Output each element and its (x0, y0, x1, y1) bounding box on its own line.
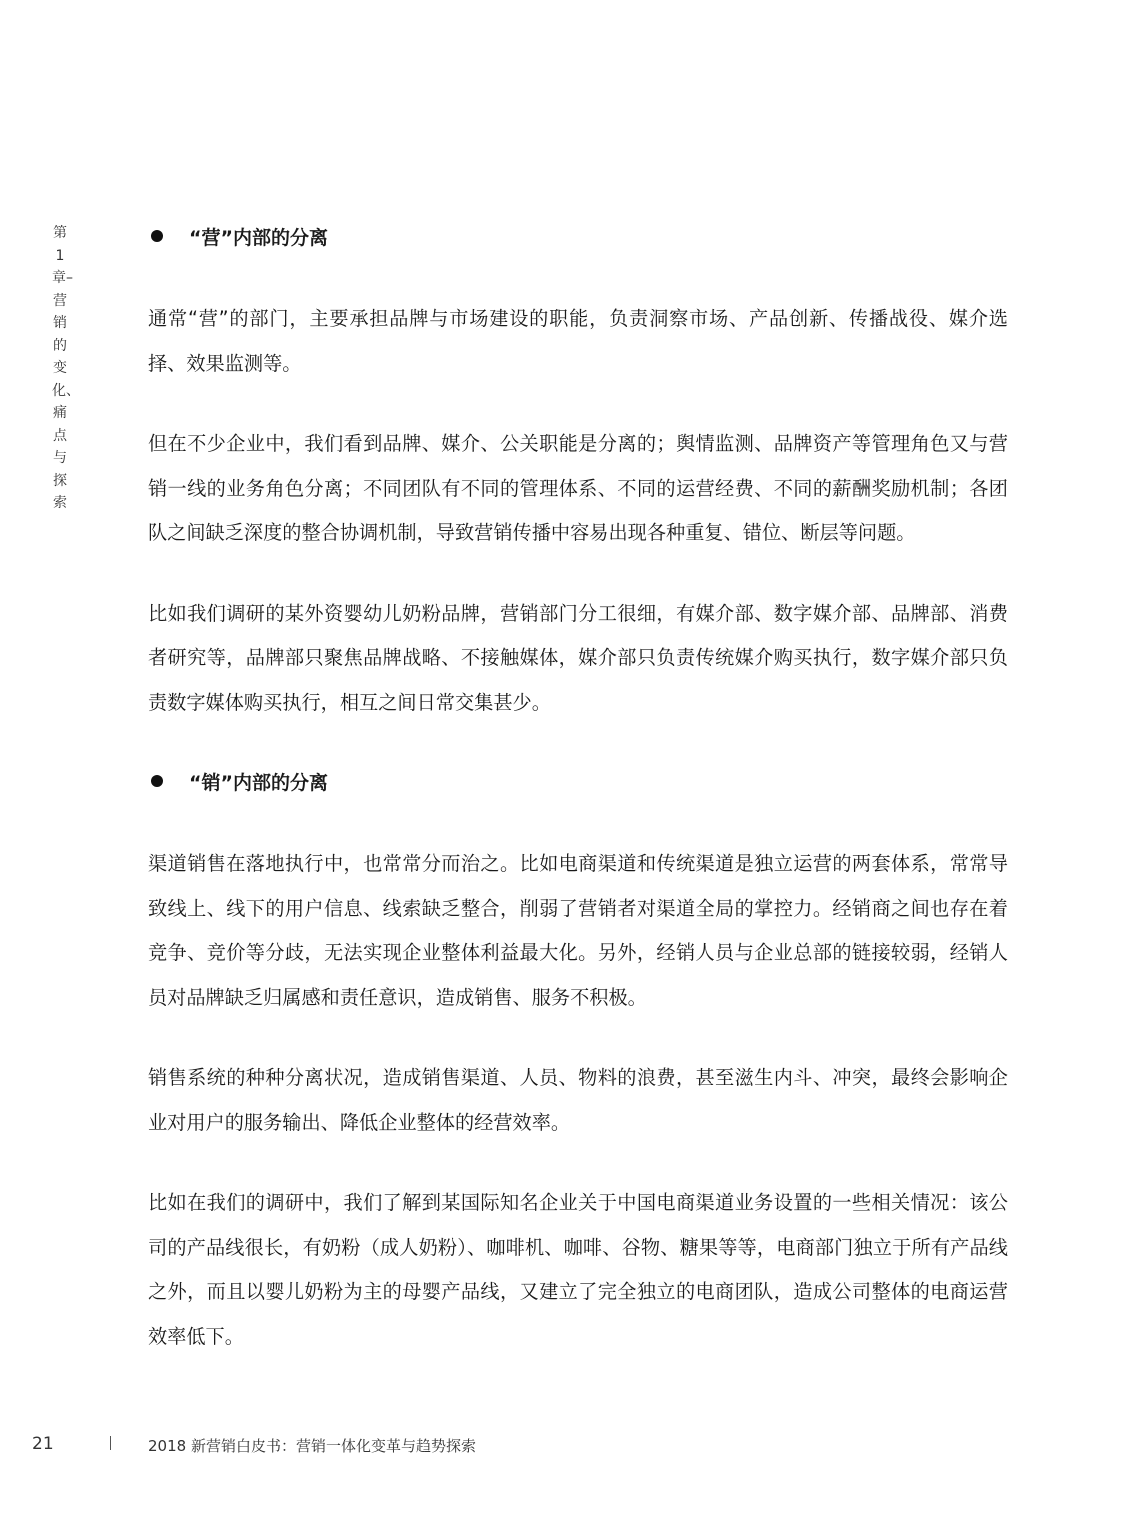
paragraph: 但在不少企业中，我们看到品牌、媒介、公关职能是分离的；舆情监测、品牌资产等管理角色又与营销一线的业务角色分离；不同团队有不同的管理体系、不同的运营经费、不同的薪酬奖励机制；各团队之间缺乏深度的整合协调机制，导致营销传播中容易出现各种重复、错位、断层等问题。 (148, 432, 1008, 544)
book-title: 2018 新营销白皮书：营销一体化变革与趋势探索 (148, 1437, 476, 1455)
main-content (148, 216, 1008, 1359)
section-heading (148, 216, 1008, 256)
chapter-side-label: 第1章–营销的变化、痛点与探索 (52, 225, 80, 511)
bullet-icon (151, 230, 163, 242)
paragraph: 比如我们调研的某外资婴幼儿奶粉品牌，营销部门分工很细，有媒介部、数字媒介部、品牌部、消费者研究等，品牌部只聚焦品牌战略、不接触媒体，媒介部只负责传统媒介购买执行，数字媒介部只负责数字媒体购买执行，相互之间日常交集甚少。 (148, 601, 1008, 714)
paragraph: 渠道销售在落地执行中，也常常分而治之。比如电商渠道和传统渠道是独立运营的两套体系，常常导致线上、线下的用户信息、线索缺乏整合，削弱了营销者对渠道全局的掌控力。经销商之间也存在着竞争、竞价等分歧，无法实现企业整体利益最大化。另外，经销人员与企业总部的链接较弱，经销人员对品牌缺乏归属感和责任意识，造成销售、服务不积极。 (148, 852, 1008, 1009)
section-heading-text: “销”内部的分离 (189, 771, 328, 794)
section-heading (148, 761, 1008, 801)
paragraph: 比如在我们的调研中，我们了解到某国际知名企业关于中国电商渠道业务设置的一些相关情况：该公司的产品线很长，有奶粉（成人奶粉）、咖啡机、咖啡、谷物、糖果等等，电商部门独立于所有产品线之外，而且以婴儿奶粉为主的母婴产品线，又建立了完全独立的电商团队，造成公司整体的电商运营效率低下。 (148, 1191, 1008, 1348)
paragraph: 销售系统的种种分离状况，造成销售渠道、人员、物料的浪费，甚至滋生内斗、冲突，最终会影响企业对用户的服务输出、降低企业整体的经营效率。 (148, 1066, 1008, 1134)
footer-divider (110, 1436, 111, 1450)
page-footer (0, 1430, 1122, 1460)
paragraph: 通常“营”的部门，主要承担品牌与市场建设的职能，负责洞察市场、产品创新、传播战役、媒介选择、效果监测等。 (148, 307, 1008, 375)
page-number: 21 (32, 1434, 54, 1454)
bullet-icon (151, 775, 163, 787)
section-heading-text: “营”内部的分离 (189, 226, 328, 249)
